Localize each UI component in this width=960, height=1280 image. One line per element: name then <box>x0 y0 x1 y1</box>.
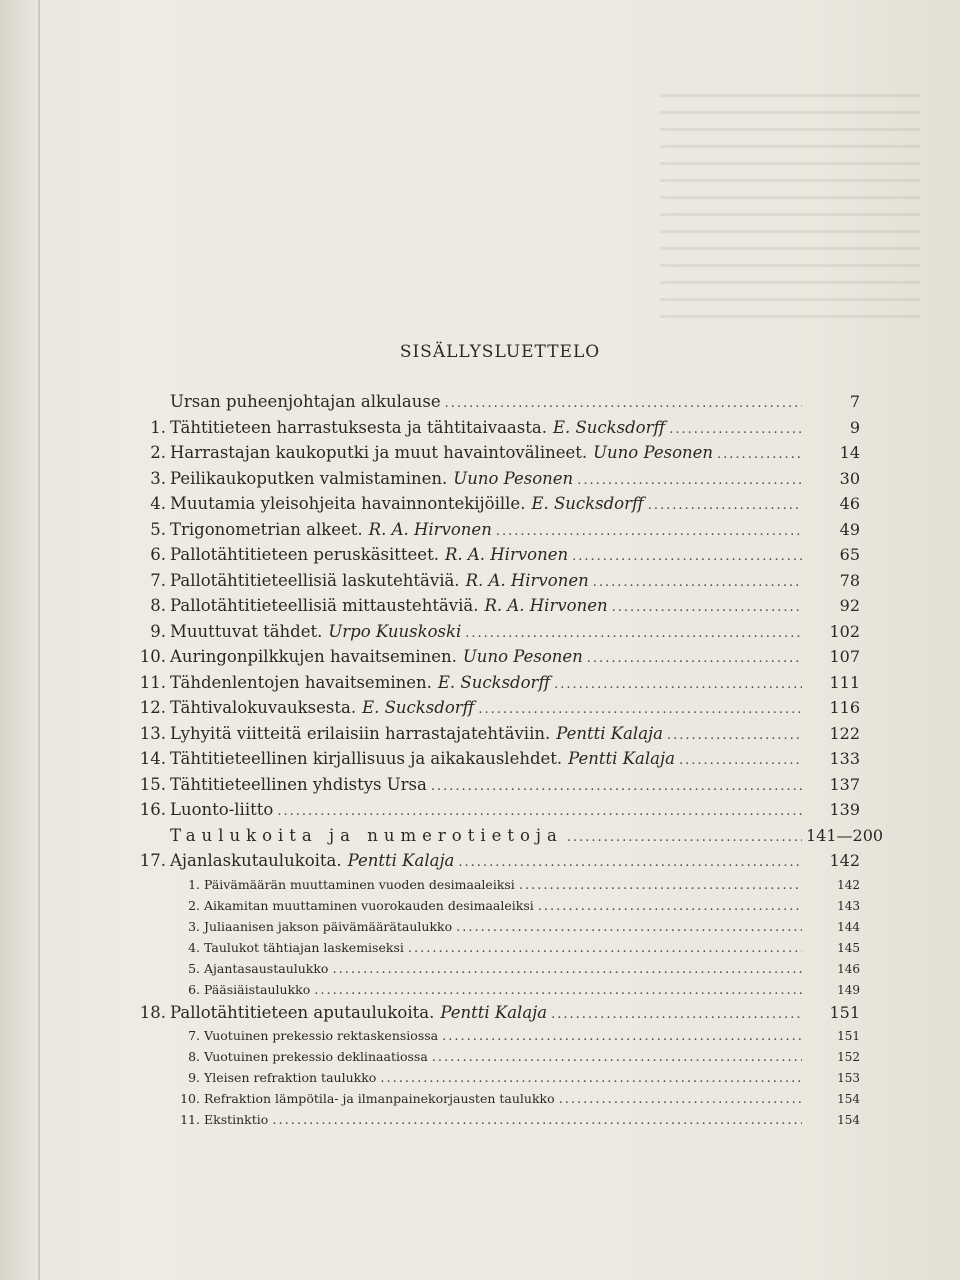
entry-author: E. Sucksdorff <box>531 494 644 513</box>
entry-title: Refraktion lämpötila- ja ilmanpainekorjausten taulukko <box>204 1091 555 1106</box>
entry-page: 139 <box>829 800 860 819</box>
entry-page: 152 <box>837 1050 860 1064</box>
entry-number: 6. <box>188 981 200 997</box>
leader-dots <box>272 1113 802 1128</box>
entry-page: 65 <box>839 545 860 564</box>
toc-sub-entries-18 <box>120 1028 860 1133</box>
entry-title: Muutamia yleisohjeita havainnontekijöille. <box>170 494 526 513</box>
entry-number: 10. <box>180 1091 200 1106</box>
toc-row <box>120 724 860 750</box>
entry-page: 151 <box>829 1002 860 1022</box>
entry-title: Vuotuinen prekessio deklinaatiossa <box>204 1049 428 1064</box>
entry-page: 144 <box>837 919 860 934</box>
entry-title: Pääsiäistaulukko <box>204 981 311 997</box>
toc-row <box>120 1003 860 1029</box>
entry-number: 3. <box>188 918 200 934</box>
entry-number: 1. <box>150 417 166 437</box>
entry-number: 12. <box>139 698 166 717</box>
leader-dots <box>567 830 802 845</box>
toc-row <box>120 443 860 469</box>
entry-title: Pallotähtitieteellisiä laskutehtäviä. <box>170 570 460 590</box>
leader-dots <box>551 1007 802 1022</box>
entry-author: R. A. Hirvonen <box>444 545 569 564</box>
entry-number: 10. <box>139 647 166 666</box>
toc-entry-18 <box>120 1003 860 1029</box>
entry-author: R. A. Hirvonen <box>368 519 492 539</box>
entry-title: Lyhyitä viitteitä erilaisiin harrastajatehtäviin. <box>170 723 551 743</box>
entry-author: R. A. Hirvonen <box>465 570 589 590</box>
toc-row <box>120 749 860 775</box>
entry-title: Ajanlaskutaulukoita. <box>170 851 342 870</box>
entry-number: 8. <box>188 1049 200 1064</box>
entry-title: Juliaanisen jakson päivämäärätaulukko <box>204 918 453 934</box>
entry-title: Ekstinktio <box>204 1112 269 1127</box>
leader-dots <box>667 728 802 743</box>
leader-dots <box>538 899 802 914</box>
toc-row <box>120 571 860 597</box>
entry-page: 146 <box>837 961 860 976</box>
entry-page: 92 <box>839 596 860 615</box>
entry-author: Uuno Pesonen <box>453 468 574 488</box>
entry-page: 116 <box>829 698 860 717</box>
toc-row <box>120 775 860 801</box>
entry-number: 18. <box>139 1002 166 1022</box>
toc-row <box>120 418 860 444</box>
toc-row <box>120 392 860 418</box>
entry-number: 16. <box>139 800 166 819</box>
toc-sub-row <box>120 877 860 898</box>
leader-dots <box>478 702 802 717</box>
leader-dots <box>314 983 802 998</box>
entry-title: Pallotähtitieteen aputaulukoita. <box>170 1002 435 1022</box>
leader-dots <box>332 962 802 977</box>
entry-number: 4. <box>188 939 200 955</box>
entry-title: Trigonometrian alkeet. <box>170 519 363 539</box>
toc-row <box>120 800 860 826</box>
entry-author: Pentti Kalaja <box>568 749 675 768</box>
toc-sub-row <box>120 1091 860 1112</box>
entry-number: 9. <box>188 1070 200 1085</box>
entry-number: 7. <box>150 570 166 590</box>
toc-row <box>120 520 860 546</box>
table-of-contents <box>120 392 884 1133</box>
entry-number: 6. <box>150 545 166 564</box>
leader-dots <box>408 941 802 956</box>
entry-number: 14. <box>139 749 166 768</box>
entry-number: 11. <box>139 672 166 692</box>
toc-row <box>120 494 860 520</box>
entry-number: 8. <box>150 596 166 615</box>
entry-title: Peilikaukoputken valmistaminen. <box>170 468 448 488</box>
entry-number: 15. <box>139 774 166 794</box>
entry-number: 9. <box>150 621 166 641</box>
entry-title: Tähtitieteen harrastuksesta ja tähtitaivaasta. <box>170 417 547 437</box>
leader-dots <box>465 626 802 641</box>
toc-sub-row <box>120 1028 860 1049</box>
entry-author: Urpo Kuuskoski <box>328 621 462 641</box>
entry-author: R. A. Hirvonen <box>484 596 608 615</box>
entry-page: 154 <box>837 1113 860 1127</box>
entry-page: 14 <box>839 443 860 462</box>
toc-sub-row <box>120 940 860 961</box>
entry-page: 154 <box>837 1092 860 1106</box>
entry-title: Aikamitan muuttaminen vuorokauden desimaaleiksi <box>204 897 534 913</box>
toc-row <box>120 698 860 724</box>
leader-dots <box>431 779 802 794</box>
leader-dots <box>496 524 802 539</box>
entry-number: 4. <box>150 494 166 513</box>
toc-row <box>120 596 860 622</box>
entry-page: 107 <box>829 647 860 666</box>
entry-number: 11. <box>180 1112 200 1127</box>
toc-sub-row <box>120 919 860 940</box>
entry-number: 7. <box>188 1028 200 1043</box>
entry-page: 141—200 <box>806 825 884 845</box>
entry-title: Ursan puheenjohtajan alkulause <box>170 392 441 411</box>
entry-title: Tähtitieteellinen yhdistys Ursa <box>170 774 427 794</box>
entry-title: Auringonpilkkujen havaitseminen. <box>170 647 457 666</box>
leader-dots <box>587 651 802 666</box>
entry-number: 2. <box>188 897 200 913</box>
leader-dots <box>577 473 802 488</box>
entry-number: 1. <box>188 876 200 892</box>
leader-dots <box>648 498 802 513</box>
entry-page: 145 <box>837 940 860 955</box>
leader-dots <box>458 855 802 870</box>
entry-page: 46 <box>839 494 860 513</box>
entry-author: Pentti Kalaja <box>556 723 664 743</box>
entry-number: 3. <box>150 468 166 488</box>
entry-number: 5. <box>150 519 166 539</box>
leader-dots <box>593 575 802 590</box>
entry-page: 111 <box>829 672 860 692</box>
leader-dots <box>717 447 802 462</box>
entry-page: 149 <box>837 982 860 997</box>
toc-main-entries <box>120 392 884 877</box>
leader-dots <box>559 1092 802 1107</box>
entry-page: 151 <box>837 1029 860 1043</box>
entry-title: Luonto-liitto <box>170 800 274 819</box>
leader-dots <box>679 753 802 768</box>
entry-page: 78 <box>839 570 860 590</box>
entry-title: Pallotähtitieteen peruskäsitteet. <box>170 545 439 564</box>
leader-dots <box>380 1071 802 1086</box>
entry-title: Tähdenlentojen havaitseminen. <box>170 672 432 692</box>
toc-sub-row <box>120 898 860 919</box>
leader-dots <box>554 677 802 692</box>
entry-title: Harrastajan kaukoputki ja muut havaintovälineet. <box>170 443 588 462</box>
leader-dots <box>669 422 802 437</box>
leader-dots <box>456 920 802 935</box>
toc-sub-row <box>120 1112 860 1133</box>
entry-title: Tähtivalokuvauksesta. <box>170 698 357 717</box>
toc-row <box>120 469 860 495</box>
entry-author: Pentti Kalaja <box>440 1002 548 1022</box>
entry-title: Tähtitieteellinen kirjallisuus ja aikakauslehdet. <box>170 749 563 768</box>
toc-row <box>120 545 860 571</box>
toc-sub-row <box>120 961 860 982</box>
leader-dots <box>277 804 802 819</box>
toc-row <box>120 673 860 699</box>
entry-title: Ajantasaustaulukko <box>204 960 329 976</box>
toc-row <box>120 622 860 648</box>
leader-dots <box>572 549 802 564</box>
entry-page: 49 <box>839 519 860 539</box>
leader-dots <box>432 1050 802 1065</box>
leader-dots <box>442 1029 802 1044</box>
entry-page: 153 <box>837 1071 860 1085</box>
entry-title: Taulukot tähtiajan laskemiseksi <box>204 939 404 955</box>
entry-title: Taulukoita ja numerotietoja <box>170 825 563 845</box>
leader-dots <box>612 600 802 615</box>
entry-page: 7 <box>849 392 860 411</box>
bleed-through <box>660 80 920 340</box>
entry-page: 133 <box>829 749 860 768</box>
entry-page: 137 <box>829 774 860 794</box>
entry-page: 102 <box>829 621 860 641</box>
entry-number: 5. <box>188 960 200 976</box>
toc-sub-row <box>120 982 860 1003</box>
leader-dots <box>519 878 802 893</box>
entry-title: Muuttuvat tähdet. <box>170 621 323 641</box>
entry-title: Päivämäärän muuttaminen vuoden desimaaleiksi <box>204 876 515 892</box>
entry-author: Uuno Pesonen <box>462 647 583 666</box>
toc-row <box>120 647 860 673</box>
toc-sub-row <box>120 1070 860 1091</box>
entry-author: E. Sucksdorff <box>437 672 551 692</box>
toc-row <box>120 851 860 877</box>
entry-page: 143 <box>837 898 860 913</box>
entry-page: 30 <box>839 468 860 488</box>
entry-author: E. Sucksdorff <box>552 417 666 437</box>
toc-sub-entries-17 <box>120 877 860 1003</box>
entry-title: Pallotähtitieteellisiä mittaustehtäviä. <box>170 596 479 615</box>
entry-author: Uuno Pesonen <box>593 443 714 462</box>
entry-page: 9 <box>849 417 860 437</box>
entry-number: 2. <box>150 443 166 462</box>
page-fold <box>38 0 40 1280</box>
entry-page: 122 <box>829 723 860 743</box>
entry-number: 17. <box>139 851 166 870</box>
entry-number: 13. <box>139 723 166 743</box>
entry-author: E. Sucksdorff <box>362 698 475 717</box>
entry-title: Yleisen refraktion taulukko <box>204 1070 377 1085</box>
page-title: SISÄLLYSLUETTELO <box>399 342 601 362</box>
entry-page: 142 <box>829 851 860 870</box>
toc-row <box>120 825 884 852</box>
toc-sub-row <box>120 1049 860 1070</box>
entry-page: 142 <box>837 877 860 892</box>
entry-title: Vuotuinen prekessio rektaskensiossa <box>204 1028 439 1043</box>
leader-dots <box>445 396 802 411</box>
entry-author: Pentti Kalaja <box>347 851 455 870</box>
